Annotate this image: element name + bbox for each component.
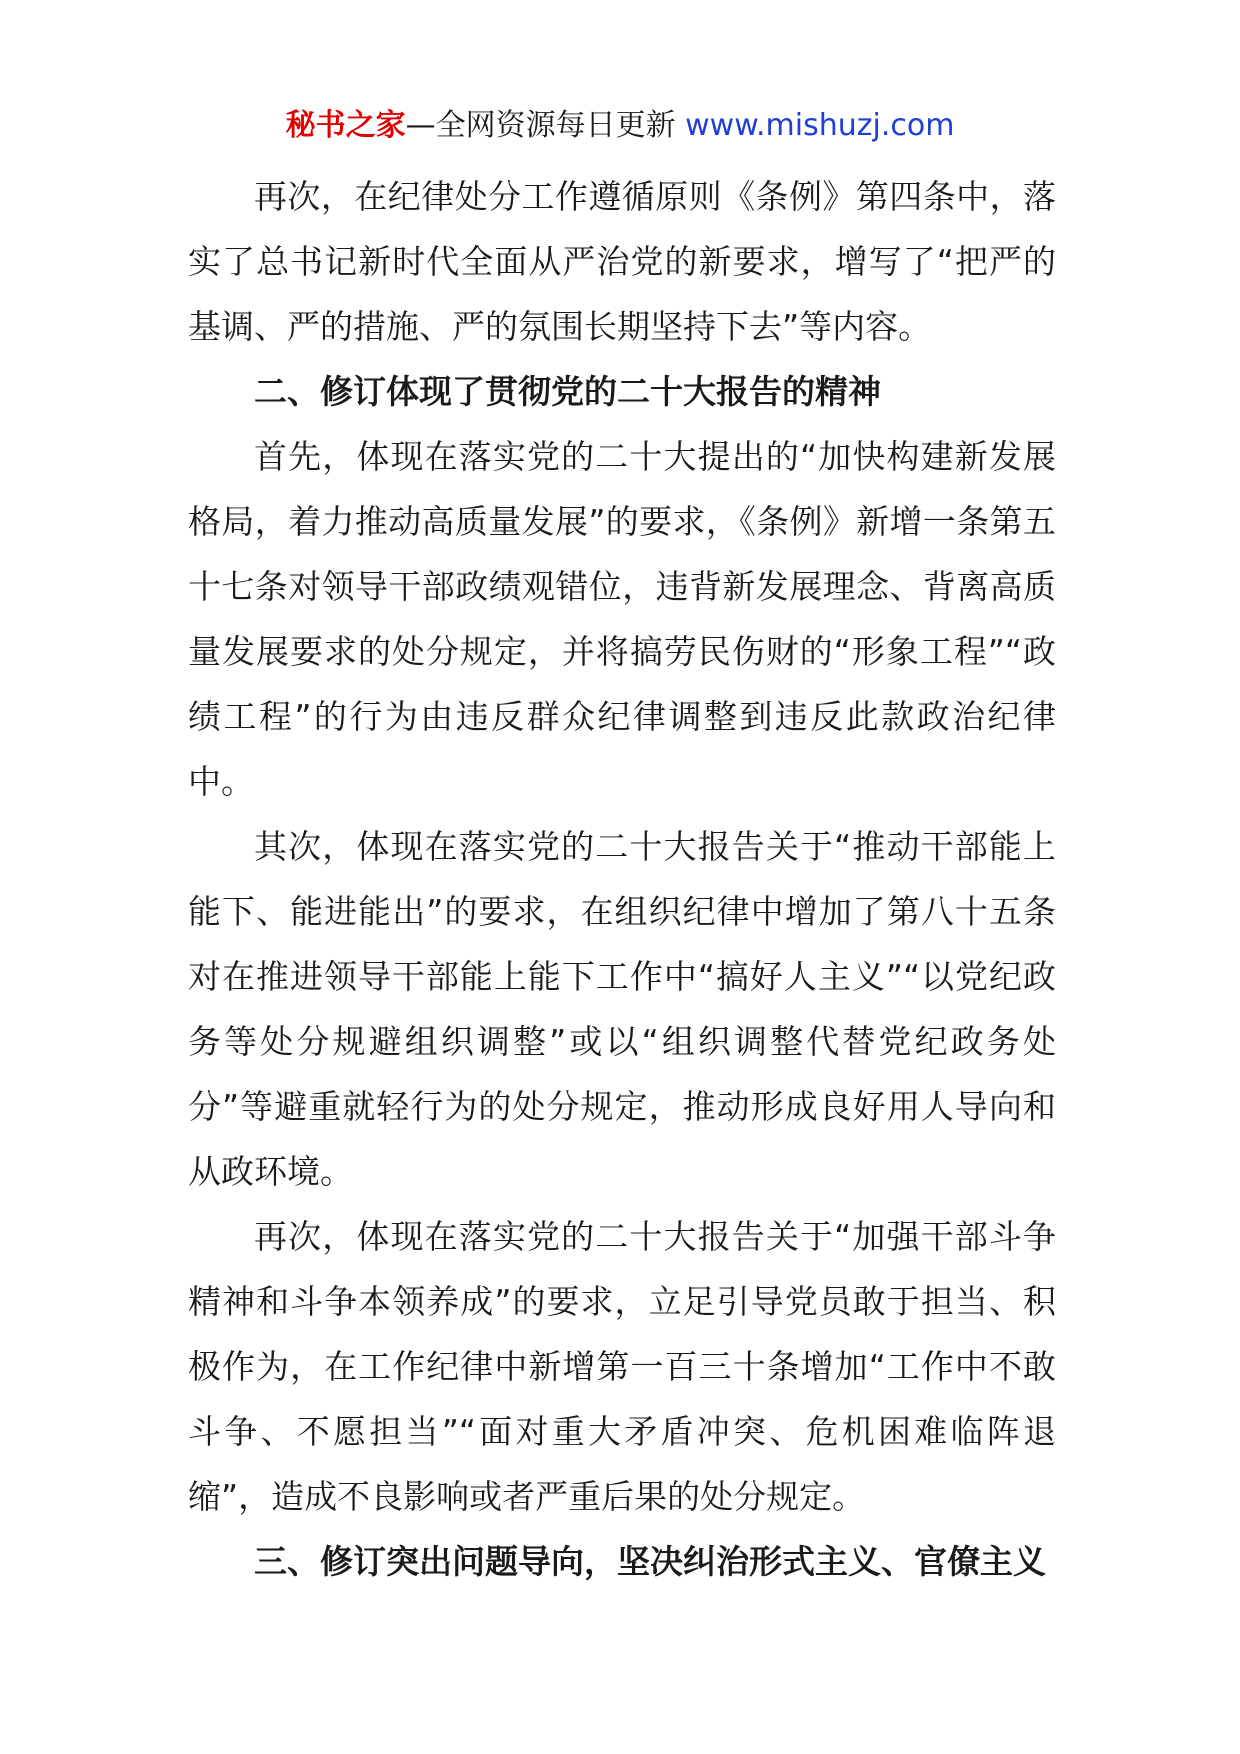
- header-tagline: —全网资源每日更新: [405, 108, 686, 143]
- website-link[interactable]: www.mishuzj.com: [685, 108, 955, 143]
- section-heading-2: 二、修订体现了贯彻党的二十大报告的精神: [254, 372, 881, 411]
- paragraph-4: 再次，体现在落实党的二十大报告关于“加强干部斗争精神和斗争本领养成”的要求，立足引导党员敢于担当、积极作为，在工作纪律中新增第一百三十条增加“工作中不敢斗争、不愿担当”“面对重大矛盾冲突、危机困难临阵退缩”，造成不良影响或者严重后果的处分规定。: [188, 1217, 1056, 1516]
- document-body: [188, 164, 1056, 1594]
- paragraph-2: 首先，体现在落实党的二十大提出的“加快构建新发展格局，着力推动高质量发展”的要求，《条例》新增一条第五十七条对领导干部政绩观错位，违背新发展理念、背离高质量发展要求的处分规定，并将搞劳民伤财的“形象工程”“政绩工程”的行为由违反群众纪律调整到违反此款政治纪律中。: [188, 437, 1056, 801]
- paragraph-1: 再次，在纪律处分工作遵循原则《条例》第四条中，落实了总书记新时代全面从严治党的新要求，增写了“把严的基调、严的措施、严的氛围长期坚持下去”等内容。: [188, 177, 1056, 346]
- page-header: [0, 104, 1240, 148]
- brand-name: 秘书之家: [285, 108, 406, 143]
- section-heading-3: 三、修订突出问题导向，坚决纠治形式主义、官僚主义: [254, 1542, 1046, 1581]
- paragraph-3: 其次，体现在落实党的二十大报告关于“推动干部能上能下、能进能出”的要求，在组织纪律中增加了第八十五条对在推进领导干部能上能下工作中“搞好人主义”“以党纪政务等处分规避组织调整”或以“组织调整代替党纪政务处分”等避重就轻行为的处分规定，推动形成良好用人导向和从政环境。: [188, 827, 1056, 1191]
